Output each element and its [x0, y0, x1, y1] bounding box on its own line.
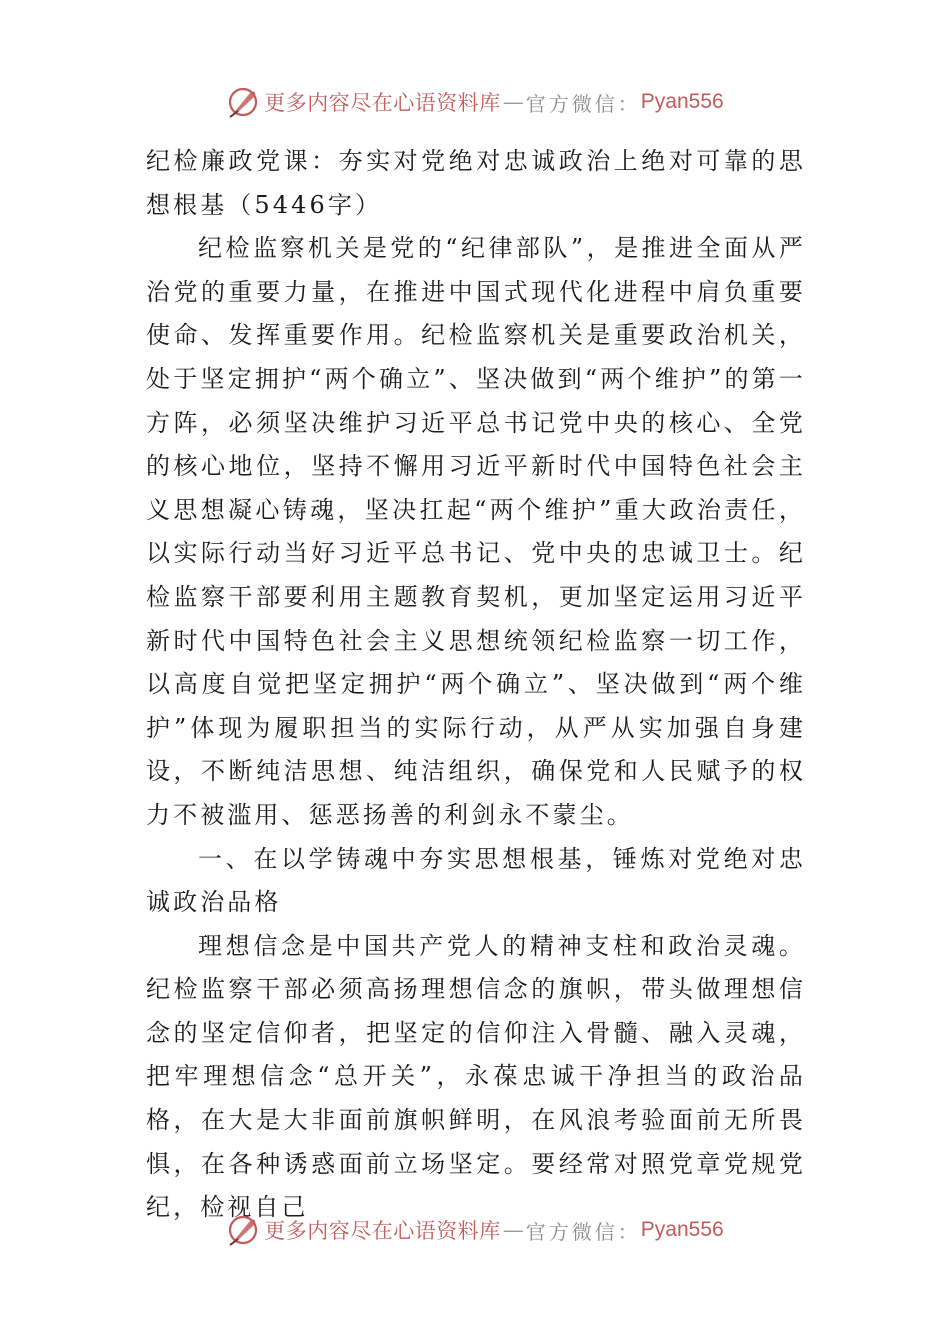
- quill-logo-icon: [226, 1213, 260, 1247]
- banner-wechat-id: Pyan556: [640, 90, 724, 113]
- banner-separator: —: [502, 90, 524, 114]
- footer-watermark-banner: [0, 1210, 950, 1250]
- section-heading-1: 一、在以学铸魂中夯实思想根基，锤炼对党绝对忠诚政治品格: [146, 844, 806, 917]
- banner-text: 更多内容尽在心语资料库: [264, 1219, 501, 1243]
- banner-separator: —: [502, 1218, 524, 1242]
- header-watermark-banner: [0, 82, 950, 122]
- banner-label: 官方微信：: [525, 1219, 641, 1244]
- document-title: 纪检廉政党课：夯实对党绝对忠诚政治上绝对可靠的思想根基（5446字）: [146, 147, 806, 219]
- paragraph-section-1: 理想信念是中国共产党人的精神支柱和政治灵魂。纪检监察干部必须高扬理想信念的旗帜，带头做理想信念的坚定信仰者，把坚定的信仰注入骨髓、融入灵魂，把牢理想信念“总开关”，永葆忠诚干净担当的政治品格，在大是大非面前旗帜鲜明，在风浪考验面前无所畏惧，在各种诱惑面前立场坚定。要经常对照党章党规党纪，检视自己: [146, 931, 806, 1222]
- document-body: [146, 140, 806, 1230]
- banner-label: 官方微信：: [525, 91, 641, 116]
- banner-wechat-id: Pyan556: [640, 1218, 724, 1241]
- paragraph-intro: 纪检监察机关是党的“纪律部队”，是推进全面从严治党的重要力量，在推进中国式现代化进程中肩负重要使命、发挥重要作用。纪检监察机关是重要政治机关，处于坚定拥护“两个确立”、坚决做到“两个维护”的第一方阵，必须坚决维护习近平总书记党中央的核心、全党的核心地位，坚持不懈用习近平新时代中国特色社会主义思想凝心铸魂，坚决扛起“两个维护”重大政治责任，以实际行动当好习近平总书记、党中央的忠诚卫士。纪检监察干部要利用主题教育契机，更加坚定运用习近平新时代中国特色社会主义思想统领纪检监察一切工作，以高度自觉把坚定拥护“两个确立”、坚决做到“两个维护”体现为履职担当的实际行动，从严从实加强自身建设，不断纯洁思想、纯洁组织，确保党和人民赋予的权力不被滥用、惩恶扬善的利剑永不蒙尘。: [146, 234, 806, 829]
- banner-text: 更多内容尽在心语资料库: [264, 91, 501, 115]
- quill-logo-icon: [226, 85, 260, 119]
